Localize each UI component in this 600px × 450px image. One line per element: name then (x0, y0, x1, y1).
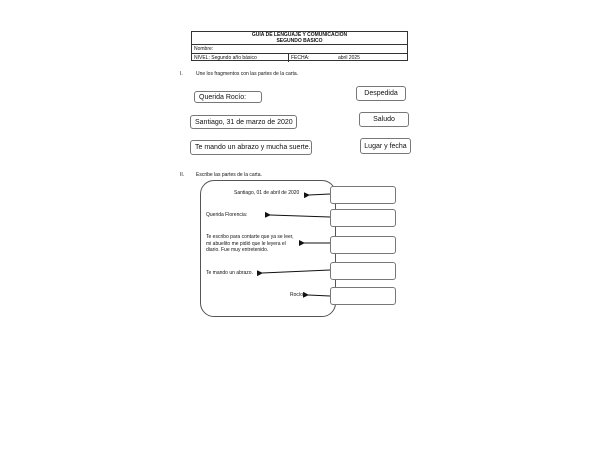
date-value: abril 2025 (338, 55, 360, 61)
letter-place-date: Santiago, 01 de abril de 2020 (234, 190, 300, 196)
section2-numeral: II. (180, 172, 185, 178)
letter-greeting: Querida Florencia: (206, 212, 248, 218)
level-label: NIVEL: Segundo año básico (194, 55, 257, 61)
letter-body-line: Te escribo para contarte que ya se leer, (206, 234, 294, 240)
date-label: FECHA: (291, 55, 310, 61)
letter-farewell: Te mando un abrazo. (206, 270, 253, 276)
guide-title: GUIA DE LENGUAJE Y COMUNICACIÓN (251, 32, 348, 38)
section1-numeral: I. (180, 71, 183, 77)
part-lugar-fecha-text: Lugar y fecha (364, 142, 407, 150)
date-blank-line (315, 60, 337, 61)
letter-body-line: diario. Fue muy entretenido. (206, 247, 269, 253)
fragment-greeting[interactable] (194, 91, 262, 103)
answer-box-body[interactable] (330, 236, 396, 254)
fragment-place-date-text: Santiago, 31 de marzo de 2020 (195, 118, 293, 126)
fragment-greeting-text: Querida Rocío: (199, 93, 247, 101)
part-despedida[interactable] (356, 86, 406, 101)
part-lugar-fecha[interactable] (360, 138, 411, 154)
name-label: Nombre: (194, 46, 214, 52)
part-despedida-text: Despedida (364, 90, 398, 97)
letter-body (206, 234, 294, 254)
answer-box-signature[interactable] (330, 287, 396, 305)
answer-box-greeting[interactable] (330, 209, 396, 227)
guide-subtitle: SEGUNDO BASICO (276, 38, 323, 44)
level-date-row (192, 54, 407, 62)
fragment-farewell-text: Te mando un abrazo y mucha suerte. (195, 144, 311, 151)
fragment-farewell[interactable] (190, 140, 312, 155)
fragment-place-date[interactable] (190, 115, 297, 129)
section2-instruction: Escribe las partes de la carta. (196, 172, 262, 178)
cell-divider (288, 54, 289, 62)
letter-signature: Rocío (290, 292, 304, 298)
part-saludo[interactable] (359, 112, 409, 127)
name-row (192, 45, 407, 54)
header-title-row (192, 32, 407, 45)
answer-box-farewell[interactable] (330, 262, 396, 280)
header-table (191, 31, 408, 61)
letter-body-line: mi abuelito me pidió que le leyera el (206, 240, 286, 247)
part-saludo-text: Saludo (373, 116, 395, 123)
section1-instruction: Une los fragmentos con las partes de la carta. (196, 71, 298, 77)
answer-box-place-date[interactable] (330, 186, 396, 204)
